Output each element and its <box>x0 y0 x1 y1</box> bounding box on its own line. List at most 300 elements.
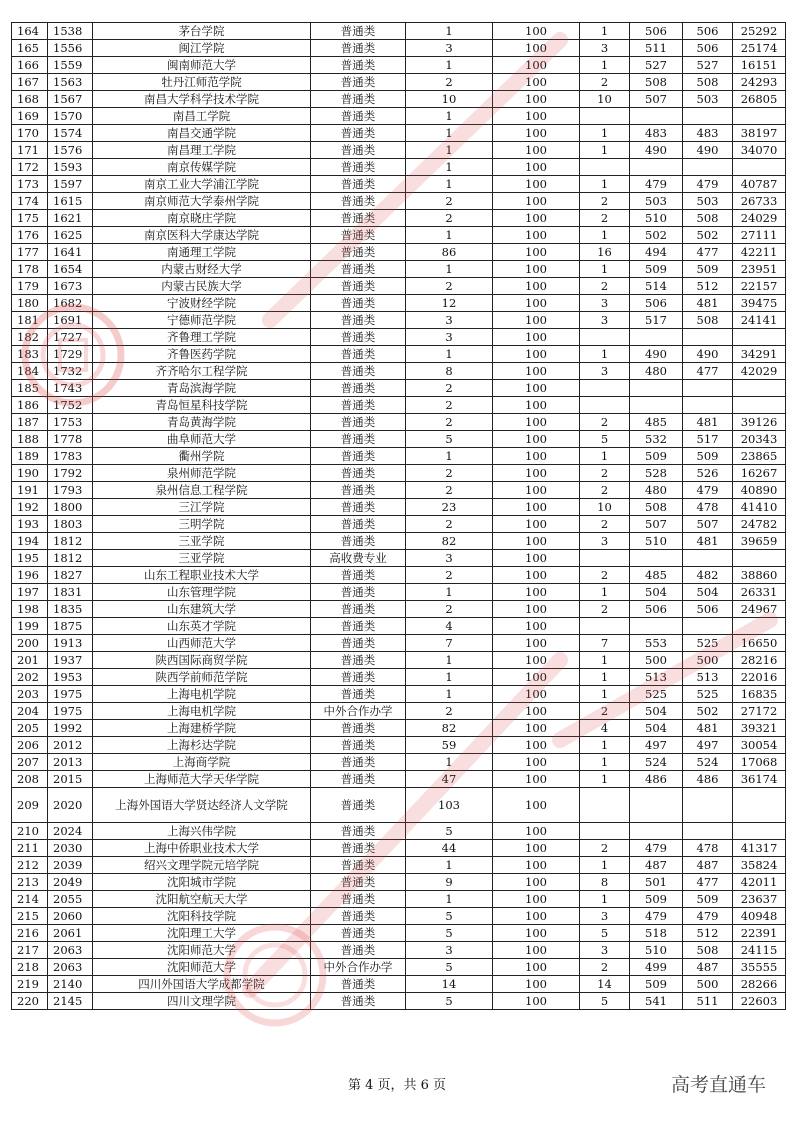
table-cell: 210 <box>12 823 48 840</box>
table-cell: 517 <box>630 312 683 329</box>
table-cell: 481 <box>683 295 733 312</box>
table-cell: 1 <box>580 857 630 874</box>
table-cell: 100 <box>493 925 580 942</box>
table-row <box>12 91 786 108</box>
table-cell: 20343 <box>733 431 786 448</box>
table-cell: 525 <box>683 686 733 703</box>
table-row <box>12 686 786 703</box>
table-cell: 陕西学前师范学院 <box>93 669 311 686</box>
table-cell: 2020 <box>48 788 93 823</box>
table-cell: 茅台学院 <box>93 23 311 40</box>
table-cell: 164 <box>12 23 48 40</box>
table-cell: 2061 <box>48 925 93 942</box>
table-row <box>12 431 786 448</box>
table-cell: 480 <box>630 482 683 499</box>
table-cell: 16151 <box>733 57 786 74</box>
table-cell: 506 <box>630 601 683 618</box>
table-cell: 衢州学院 <box>93 448 311 465</box>
table-cell: 34070 <box>733 142 786 159</box>
table-cell: 普通类 <box>311 176 406 193</box>
table-cell <box>733 550 786 567</box>
table-cell: 普通类 <box>311 244 406 261</box>
table-cell: 481 <box>683 533 733 550</box>
table-cell: 481 <box>683 720 733 737</box>
table-row <box>12 210 786 227</box>
table-row <box>12 567 786 584</box>
table-cell: 28216 <box>733 652 786 669</box>
table-cell: 103 <box>406 788 493 823</box>
table-cell: 100 <box>493 210 580 227</box>
table-cell: 100 <box>493 703 580 720</box>
table-cell: 3 <box>580 908 630 925</box>
table-row <box>12 788 786 823</box>
table-row <box>12 771 786 788</box>
table-cell: 82 <box>406 720 493 737</box>
table-cell: 8 <box>580 874 630 891</box>
table-cell: 四川外国语大学成都学院 <box>93 976 311 993</box>
table-row <box>12 874 786 891</box>
table-cell <box>630 159 683 176</box>
table-cell: 179 <box>12 278 48 295</box>
table-cell: 100 <box>493 278 580 295</box>
table-body <box>12 23 786 1010</box>
table-cell: 2015 <box>48 771 93 788</box>
table-cell: 普通类 <box>311 91 406 108</box>
table-cell: 525 <box>630 686 683 703</box>
table-cell: 16650 <box>733 635 786 652</box>
table-cell: 36174 <box>733 771 786 788</box>
table-cell: 2012 <box>48 737 93 754</box>
table-cell: 普通类 <box>311 295 406 312</box>
table-cell <box>630 550 683 567</box>
table-cell <box>580 788 630 823</box>
table-cell: 1729 <box>48 346 93 363</box>
table-cell: 沈阳科技学院 <box>93 908 311 925</box>
table-cell: 524 <box>683 754 733 771</box>
table-cell: 曲阜师范大学 <box>93 431 311 448</box>
table-cell: 齐齐哈尔工程学院 <box>93 363 311 380</box>
table-cell: 100 <box>493 840 580 857</box>
table-cell: 2 <box>406 74 493 91</box>
table-cell: 503 <box>683 193 733 210</box>
table-cell: 普通类 <box>311 584 406 601</box>
table-cell: 504 <box>630 584 683 601</box>
table-row <box>12 601 786 618</box>
table-cell: 177 <box>12 244 48 261</box>
table-cell: 5 <box>406 823 493 840</box>
table-cell: 普通类 <box>311 737 406 754</box>
table-cell: 500 <box>683 976 733 993</box>
table-cell: 5 <box>406 431 493 448</box>
table-cell: 沈阳城市学院 <box>93 874 311 891</box>
table-cell: 167 <box>12 74 48 91</box>
table-cell: 1 <box>406 176 493 193</box>
table-cell: 1 <box>406 346 493 363</box>
table-cell: 479 <box>630 840 683 857</box>
table-cell: 507 <box>630 91 683 108</box>
table-cell: 477 <box>683 244 733 261</box>
table-row <box>12 227 786 244</box>
table-cell <box>630 329 683 346</box>
table-cell: 100 <box>493 193 580 210</box>
table-cell: 1691 <box>48 312 93 329</box>
table-cell: 2 <box>406 601 493 618</box>
table-cell: 44 <box>406 840 493 857</box>
table-cell <box>683 329 733 346</box>
table-row <box>12 618 786 635</box>
table-cell: 509 <box>630 891 683 908</box>
table-cell: 504 <box>630 720 683 737</box>
table-cell: 100 <box>493 227 580 244</box>
table-cell: 牡丹江师范学院 <box>93 74 311 91</box>
table-cell: 100 <box>493 363 580 380</box>
table-cell: 1556 <box>48 40 93 57</box>
table-cell: 三明学院 <box>93 516 311 533</box>
table-cell: 上海电机学院 <box>93 686 311 703</box>
table-cell: 25292 <box>733 23 786 40</box>
table-cell: 16267 <box>733 465 786 482</box>
table-cell: 2 <box>406 414 493 431</box>
table-cell <box>630 397 683 414</box>
table-cell: 2 <box>406 210 493 227</box>
table-cell: 1975 <box>48 686 93 703</box>
table-cell: 42029 <box>733 363 786 380</box>
table-cell: 1538 <box>48 23 93 40</box>
table-cell <box>733 618 786 635</box>
table-cell: 30054 <box>733 737 786 754</box>
table-cell: 509 <box>630 976 683 993</box>
table-row <box>12 635 786 652</box>
table-cell: 青岛黄海学院 <box>93 414 311 431</box>
table-cell: 中外合作办学 <box>311 703 406 720</box>
table-cell: 180 <box>12 295 48 312</box>
table-cell: 193 <box>12 516 48 533</box>
table-cell: 普通类 <box>311 823 406 840</box>
table-cell: 3 <box>406 312 493 329</box>
table-cell <box>630 788 683 823</box>
table-cell: 490 <box>630 346 683 363</box>
table-cell: 普通类 <box>311 533 406 550</box>
table-cell: 普通类 <box>311 516 406 533</box>
table-cell: 1 <box>580 227 630 244</box>
table-cell: 192 <box>12 499 48 516</box>
table-cell: 陕西国际商贸学院 <box>93 652 311 669</box>
table-row <box>12 499 786 516</box>
table-cell: 41410 <box>733 499 786 516</box>
table-cell: 26805 <box>733 91 786 108</box>
table-row <box>12 278 786 295</box>
table-cell: 477 <box>683 363 733 380</box>
table-cell: 2 <box>580 465 630 482</box>
table-cell: 173 <box>12 176 48 193</box>
table-cell: 479 <box>683 908 733 925</box>
table-cell: 100 <box>493 993 580 1010</box>
table-cell: 201 <box>12 652 48 669</box>
table-cell: 普通类 <box>311 23 406 40</box>
table-cell: 三亚学院 <box>93 550 311 567</box>
table-cell: 2 <box>580 74 630 91</box>
table-cell: 1 <box>406 754 493 771</box>
table-row <box>12 720 786 737</box>
table-cell: 514 <box>630 278 683 295</box>
table-row <box>12 108 786 125</box>
table-cell: 169 <box>12 108 48 125</box>
table-cell: 普通类 <box>311 976 406 993</box>
table-cell: 南昌大学科学技术学院 <box>93 91 311 108</box>
table-cell: 24115 <box>733 942 786 959</box>
table-cell: 青岛恒星科技学院 <box>93 397 311 414</box>
table-cell: 26733 <box>733 193 786 210</box>
table-cell: 486 <box>683 771 733 788</box>
table-cell: 1615 <box>48 193 93 210</box>
table-cell: 1 <box>406 23 493 40</box>
table-row <box>12 669 786 686</box>
table-cell: 3 <box>580 295 630 312</box>
table-row <box>12 244 786 261</box>
table-cell: 100 <box>493 635 580 652</box>
table-cell: 山东建筑大学 <box>93 601 311 618</box>
table-cell: 217 <box>12 942 48 959</box>
table-cell: 509 <box>630 448 683 465</box>
table-cell: 3 <box>406 40 493 57</box>
table-cell: 483 <box>683 125 733 142</box>
table-cell: 2145 <box>48 993 93 1010</box>
table-cell: 三江学院 <box>93 499 311 516</box>
table-cell: 483 <box>630 125 683 142</box>
table-row <box>12 533 786 550</box>
page-footer: 第 4 页，共 6 页 <box>347 1078 447 1093</box>
table-cell: 上海杉达学院 <box>93 737 311 754</box>
table-cell: 2 <box>406 397 493 414</box>
table-cell: 上海商学院 <box>93 754 311 771</box>
table-row <box>12 550 786 567</box>
table-cell: 16835 <box>733 686 786 703</box>
table-cell: 485 <box>630 414 683 431</box>
table-cell: 502 <box>683 703 733 720</box>
table-row <box>12 976 786 993</box>
table-cell: 2 <box>406 193 493 210</box>
table-cell: 普通类 <box>311 891 406 908</box>
table-cell: 10 <box>580 499 630 516</box>
table-cell: 511 <box>683 993 733 1010</box>
table-row <box>12 516 786 533</box>
table-cell: 5 <box>580 925 630 942</box>
table-cell: 171 <box>12 142 48 159</box>
table-cell: 4 <box>580 720 630 737</box>
table-cell: 27172 <box>733 703 786 720</box>
table-cell: 22016 <box>733 669 786 686</box>
table-cell: 1 <box>580 57 630 74</box>
table-cell: 100 <box>493 720 580 737</box>
table-row <box>12 159 786 176</box>
table-cell: 100 <box>493 465 580 482</box>
table-cell: 502 <box>630 227 683 244</box>
table-cell: 普通类 <box>311 159 406 176</box>
table-cell: 普通类 <box>311 125 406 142</box>
table-cell: 1783 <box>48 448 93 465</box>
table-cell: 23951 <box>733 261 786 278</box>
table-cell: 2063 <box>48 959 93 976</box>
table-cell: 490 <box>630 142 683 159</box>
table-cell: 506 <box>683 601 733 618</box>
table-cell: 1792 <box>48 465 93 482</box>
table-cell: 宁波财经学院 <box>93 295 311 312</box>
table-cell: 山西师范大学 <box>93 635 311 652</box>
table-cell: 2 <box>406 380 493 397</box>
table-cell <box>733 823 786 840</box>
table-cell <box>580 823 630 840</box>
table-cell: 208 <box>12 771 48 788</box>
table-cell: 86 <box>406 244 493 261</box>
table-cell: 100 <box>493 91 580 108</box>
table-cell: 5 <box>580 431 630 448</box>
table-cell: 22157 <box>733 278 786 295</box>
table-cell: 510 <box>630 533 683 550</box>
table-cell: 普通类 <box>311 448 406 465</box>
table-cell: 1975 <box>48 703 93 720</box>
table-cell: 齐鲁医药学院 <box>93 346 311 363</box>
table-cell: 501 <box>630 874 683 891</box>
table-row <box>12 380 786 397</box>
table-cell: 215 <box>12 908 48 925</box>
table-cell: 普通类 <box>311 686 406 703</box>
table-cell: 23637 <box>733 891 786 908</box>
table-cell <box>683 397 733 414</box>
table-cell: 500 <box>683 652 733 669</box>
table-cell: 2 <box>580 482 630 499</box>
table-cell: 17068 <box>733 754 786 771</box>
table-cell <box>580 159 630 176</box>
table-row <box>12 857 786 874</box>
table-row <box>12 754 786 771</box>
table-cell: 2 <box>406 278 493 295</box>
table-cell: 174 <box>12 193 48 210</box>
table-cell: 沈阳航空航天大学 <box>93 891 311 908</box>
table-row <box>12 840 786 857</box>
table-row <box>12 346 786 363</box>
table-cell: 26331 <box>733 584 786 601</box>
table-cell: 1597 <box>48 176 93 193</box>
table-cell: 494 <box>630 244 683 261</box>
table-cell <box>630 823 683 840</box>
table-cell: 478 <box>683 499 733 516</box>
table-cell: 1 <box>406 159 493 176</box>
table-cell: 中外合作办学 <box>311 959 406 976</box>
table-cell: 7 <box>406 635 493 652</box>
table-cell: 1827 <box>48 567 93 584</box>
table-cell: 100 <box>493 891 580 908</box>
table-cell: 100 <box>493 908 580 925</box>
table-cell: 2 <box>580 959 630 976</box>
table-cell: 1570 <box>48 108 93 125</box>
table-cell: 503 <box>683 91 733 108</box>
table-cell: 176 <box>12 227 48 244</box>
table-cell: 38860 <box>733 567 786 584</box>
table-cell: 2 <box>580 414 630 431</box>
table-cell: 2063 <box>48 942 93 959</box>
table-cell: 188 <box>12 431 48 448</box>
table-cell: 477 <box>683 874 733 891</box>
table-cell: 509 <box>683 891 733 908</box>
table-cell: 上海外国语大学贤达经济人文学院 <box>93 788 311 823</box>
table-cell: 1 <box>406 57 493 74</box>
table-cell: 100 <box>493 329 580 346</box>
table-cell: 39321 <box>733 720 786 737</box>
table-cell: 507 <box>630 516 683 533</box>
table-cell: 1567 <box>48 91 93 108</box>
table-cell: 506 <box>683 23 733 40</box>
table-cell: 100 <box>493 516 580 533</box>
table-cell: 3 <box>580 533 630 550</box>
table-cell: 100 <box>493 125 580 142</box>
table-cell: 203 <box>12 686 48 703</box>
table-cell: 100 <box>493 857 580 874</box>
table-cell: 23 <box>406 499 493 516</box>
table-cell: 100 <box>493 482 580 499</box>
table-cell: 普通类 <box>311 925 406 942</box>
table-cell: 100 <box>493 414 580 431</box>
table-cell: 1 <box>580 346 630 363</box>
table-cell: 沈阳师范大学 <box>93 942 311 959</box>
table-cell: 198 <box>12 601 48 618</box>
table-cell: 513 <box>683 669 733 686</box>
table-cell: 10 <box>406 91 493 108</box>
table-cell: 普通类 <box>311 635 406 652</box>
table-cell: 490 <box>683 142 733 159</box>
table-cell: 185 <box>12 380 48 397</box>
table-cell: 1803 <box>48 516 93 533</box>
table-cell: 508 <box>683 210 733 227</box>
table-cell: 普通类 <box>311 108 406 125</box>
table-cell: 1 <box>580 771 630 788</box>
table-cell: 1 <box>580 584 630 601</box>
table-cell: 479 <box>683 176 733 193</box>
table-cell: 508 <box>630 74 683 91</box>
table-row <box>12 925 786 942</box>
table-cell: 沈阳师范大学 <box>93 959 311 976</box>
table-cell: 普通类 <box>311 210 406 227</box>
table-cell <box>683 618 733 635</box>
table-cell: 35824 <box>733 857 786 874</box>
table-cell <box>683 380 733 397</box>
table-cell: 1641 <box>48 244 93 261</box>
table-cell: 普通类 <box>311 346 406 363</box>
table-cell: 518 <box>630 925 683 942</box>
table-cell: 泉州师范学院 <box>93 465 311 482</box>
table-cell: 泉州信息工程学院 <box>93 482 311 499</box>
table-cell <box>733 108 786 125</box>
table-row <box>12 193 786 210</box>
table-cell: 479 <box>630 908 683 925</box>
table-cell: 1574 <box>48 125 93 142</box>
table-cell: 487 <box>683 959 733 976</box>
table-cell: 509 <box>630 261 683 278</box>
table-cell: 504 <box>630 703 683 720</box>
table-cell <box>683 108 733 125</box>
table-cell: 509 <box>683 448 733 465</box>
table-row <box>12 584 786 601</box>
table-row <box>12 125 786 142</box>
table-cell: 1 <box>406 857 493 874</box>
table-cell: 35555 <box>733 959 786 976</box>
table-cell: 普通类 <box>311 942 406 959</box>
table-cell: 2039 <box>48 857 93 874</box>
table-cell: 28266 <box>733 976 786 993</box>
table-cell: 2 <box>580 210 630 227</box>
table-cell: 1793 <box>48 482 93 499</box>
table-cell: 100 <box>493 397 580 414</box>
table-cell: 上海建桥学院 <box>93 720 311 737</box>
